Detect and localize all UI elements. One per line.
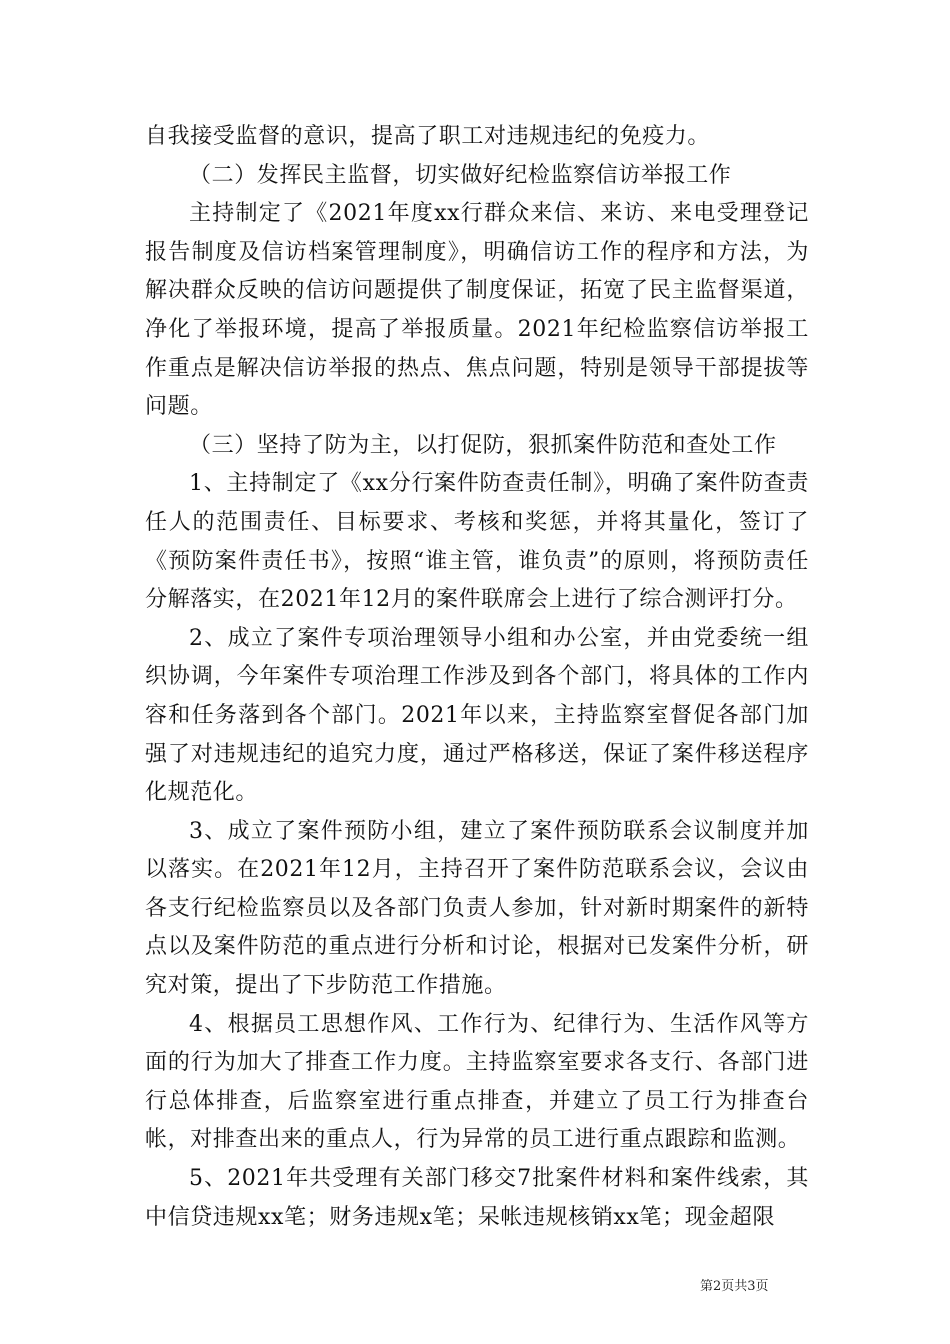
paragraph-item-1: 1、主持制定了《xx分行案件防查责任制》，明确了案件防查责任人的范围责任、目标要求、考核和奖惩，并将其量化，签订了《预防案件责任书》，按照“谁主管，谁负责”的原则，将预防责任分解落实，在2021年12月的案件联席会上进行了综合测评打分。	[145, 471, 809, 613]
paragraph-item-2: 2、成立了案件专项治理领导小组和办公室，并由党委统一组织协调，今年案件专项治理工作涉及到各个部门，将具体的工作内容和任务落到各个部门。2021年以来，主持监察室督促各部门加强了对违规违纪的追究力度，通过严格移送，保证了案件移送程序化规范化。	[145, 625, 809, 806]
paragraph-item-3: 3、成立了案件预防小组，建立了案件预防联系会议制度并加以落实。在2021年12月，主持召开了案件防范联系会议，会议由各支行纪检监察员以及各部门负责人参加，针对新时期案件的新特点以及案件防范的重点进行分析和讨论，根据对已发案件分析，研究对策，提出了下步防范工作措施。	[145, 818, 809, 999]
section-heading-two: （二）发挥民主监督，切实做好纪检监察信访举报工作	[189, 162, 732, 188]
page-number-footer: 第2页共3页	[700, 1279, 769, 1294]
paragraph-petition-system: 主持制定了《2021年度xx行群众来信、来访、来电受理登记报告制度及信访档案管理制度》，明确信访工作的程序和方法，为解决群众反映的信访问题提供了制度保证，拓宽了民主监督渠道，净化了举报环境，提高了举报质量。2021年纪检监察信访举报工作重点是解决信访举报的热点、焦点问题，特别是领导干部提拔等问题。	[145, 201, 809, 420]
document-body	[145, 118, 809, 1237]
section-heading-three: （三）坚持了防为主，以打促防，狠抓案件防范和查处工作	[189, 432, 777, 458]
paragraph-continuation: 自我接受监督的意识，提高了职工对违规违纪的免疫力。	[145, 124, 711, 149]
paragraph-item-4: 4、根据员工思想作风、工作行为、纪律行为、生活作风等方面的行为加大了排查工作力度。主持监察室要求各支行、各部门进行总体排查，后监察室进行重点排查，并建立了员工行为排查台帐，对排查出来的重点人，行为异常的员工进行重点跟踪和监测。	[145, 1011, 809, 1153]
paragraph-item-5: 5、2021年共受理有关部门移交7批案件材料和案件线索，其中信贷违规xx笔；财务违规x笔；呆帐违规核销xx笔；现金超限	[145, 1166, 809, 1230]
